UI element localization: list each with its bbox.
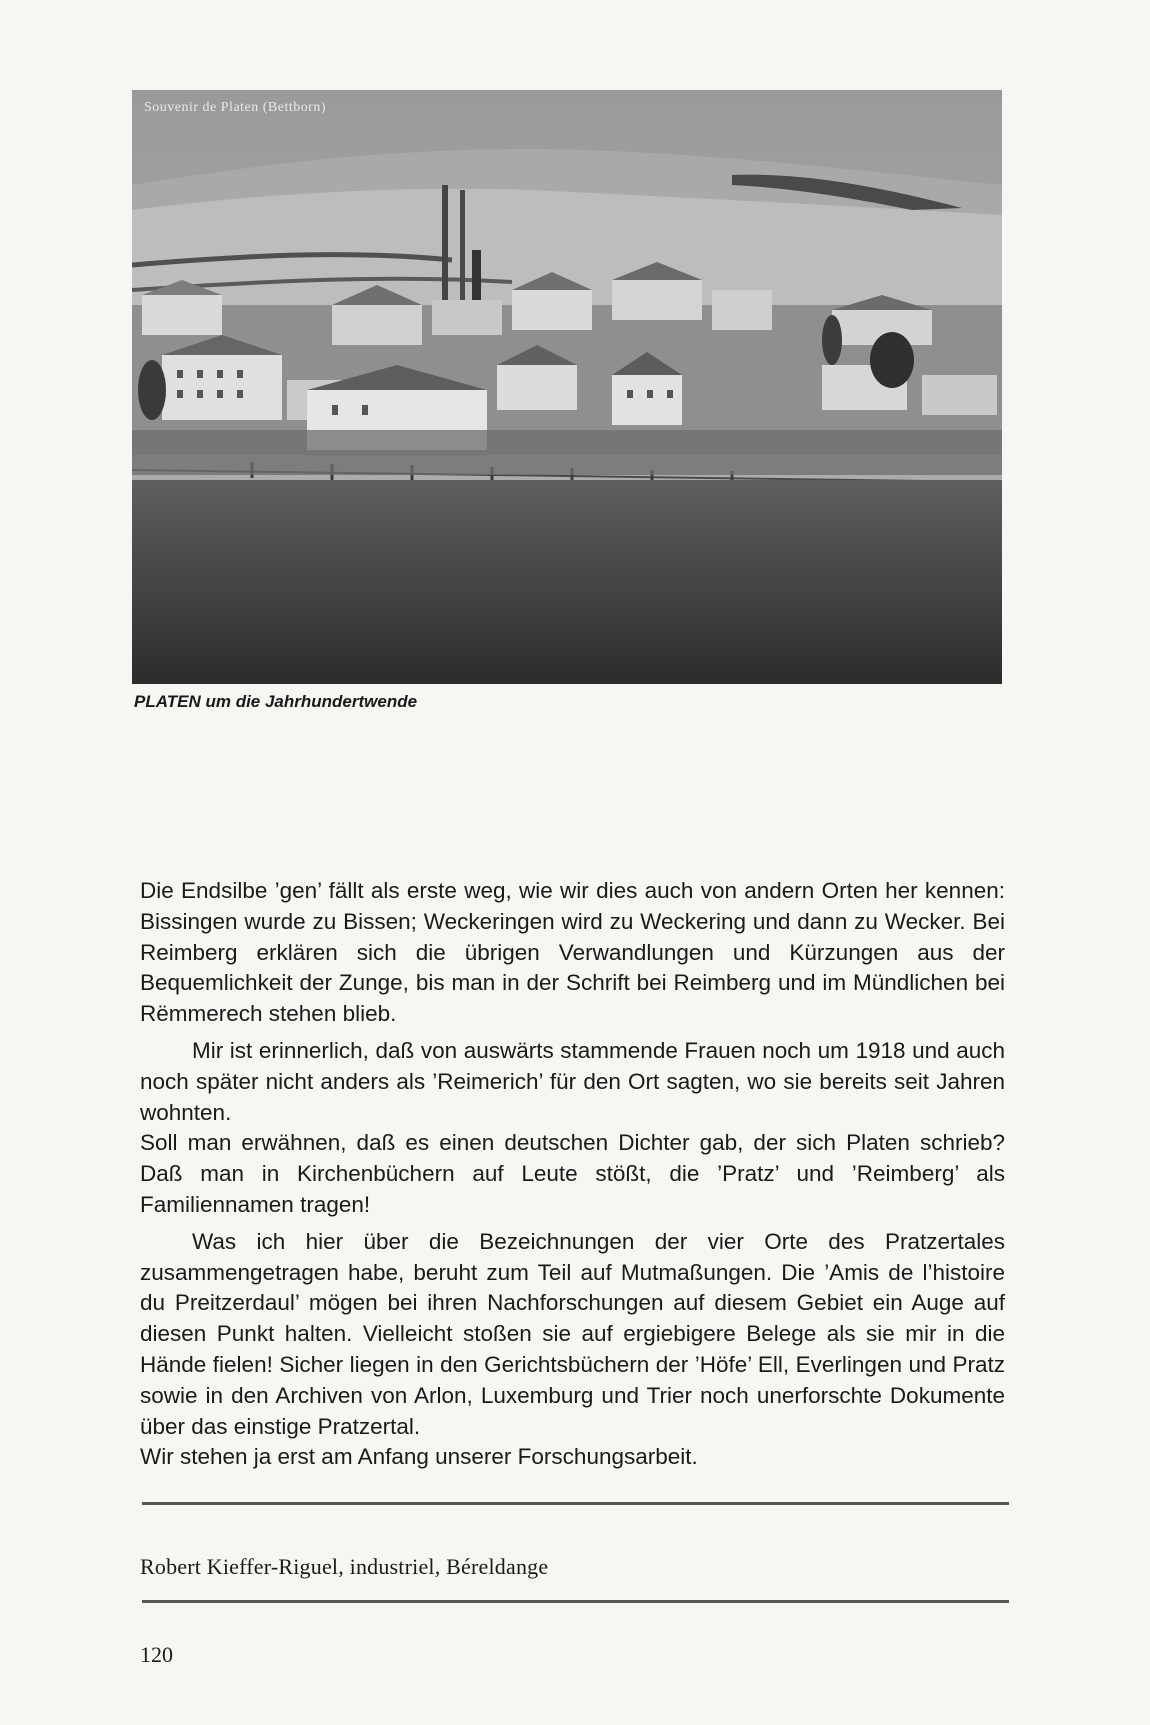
divider-bottom <box>142 1600 1009 1603</box>
author-line: Robert Kieffer-Riguel, industriel, Béreldange <box>140 1554 549 1579</box>
paragraph-1: Die Endsilbe ’gen’ fällt als erste weg, wie wir dies auch von andern Orten her kennen: Bissingen wurde zu Bissen; Weckeringen wird zu Weckering und dann zu Wecker. Bei Reimberg erklären sich die übrigen Verwandlungen und Kürzungen aus der Bequemlichkeit der Zunge, bis man in der Schrift bei Reimberg und im Mündlichen bei Rëmmerech stehen blieb. <box>140 878 1005 1027</box>
village-photo <box>132 90 1002 684</box>
figure-caption-place: PLATEN <box>134 692 201 711</box>
village-photo-illustration <box>132 90 1002 684</box>
divider-top <box>142 1502 1009 1505</box>
figure-caption <box>134 692 417 712</box>
page-number: 120 <box>140 1642 173 1667</box>
photo-inscription: Souvenir de Platen (Bettborn) <box>144 100 327 115</box>
paragraph-3: Soll man erwähnen, daß es einen deutschen Dichter gab, der sich Platen schrieb? Daß man in Kirchenbüchern auf Leute stößt, die ’Pratz’ und ’Reimberg’ als Familiennamen tragen! <box>140 1130 1005 1217</box>
paragraph-4: Was ich hier über die Bezeichnungen der vier Orte des Pratzertales zusammengetragen habe, beruht zum Teil auf Mutmaßungen. Die ’Amis de l’histoire du Preitzerdaul’ mögen bei ihren Nachforschungen auf diesem Gebiet ein Auge auf diesen Punkt halten. Vielleicht stoßen sie auf ergiebigere Belege als sie mir in die Hände fielen! Sicher liegen in den Gerichtsbüchern der ’Höfe’ Ell, Everlingen und Pratz sowie in den Archiven von Arlon, Luxemburg und Trier noch unerforschte Dokumente über das einstige Pratzertal. <box>140 1228 1005 1439</box>
paragraph-5: Wir stehen ja erst am Anfang unserer Forschungsarbeit. <box>140 1444 698 1470</box>
paragraph-2: Mir ist erinnerlich, daß von auswärts stammende Frauen noch um 1918 und auch noch später nicht anders als ’Reimerich’ für den Ort sagten, wo sie bereits seit Jahren wohnten. <box>140 1037 1005 1125</box>
article-body <box>140 876 1005 1473</box>
figure-caption-text: um die Jahrhundertwende <box>200 692 418 711</box>
